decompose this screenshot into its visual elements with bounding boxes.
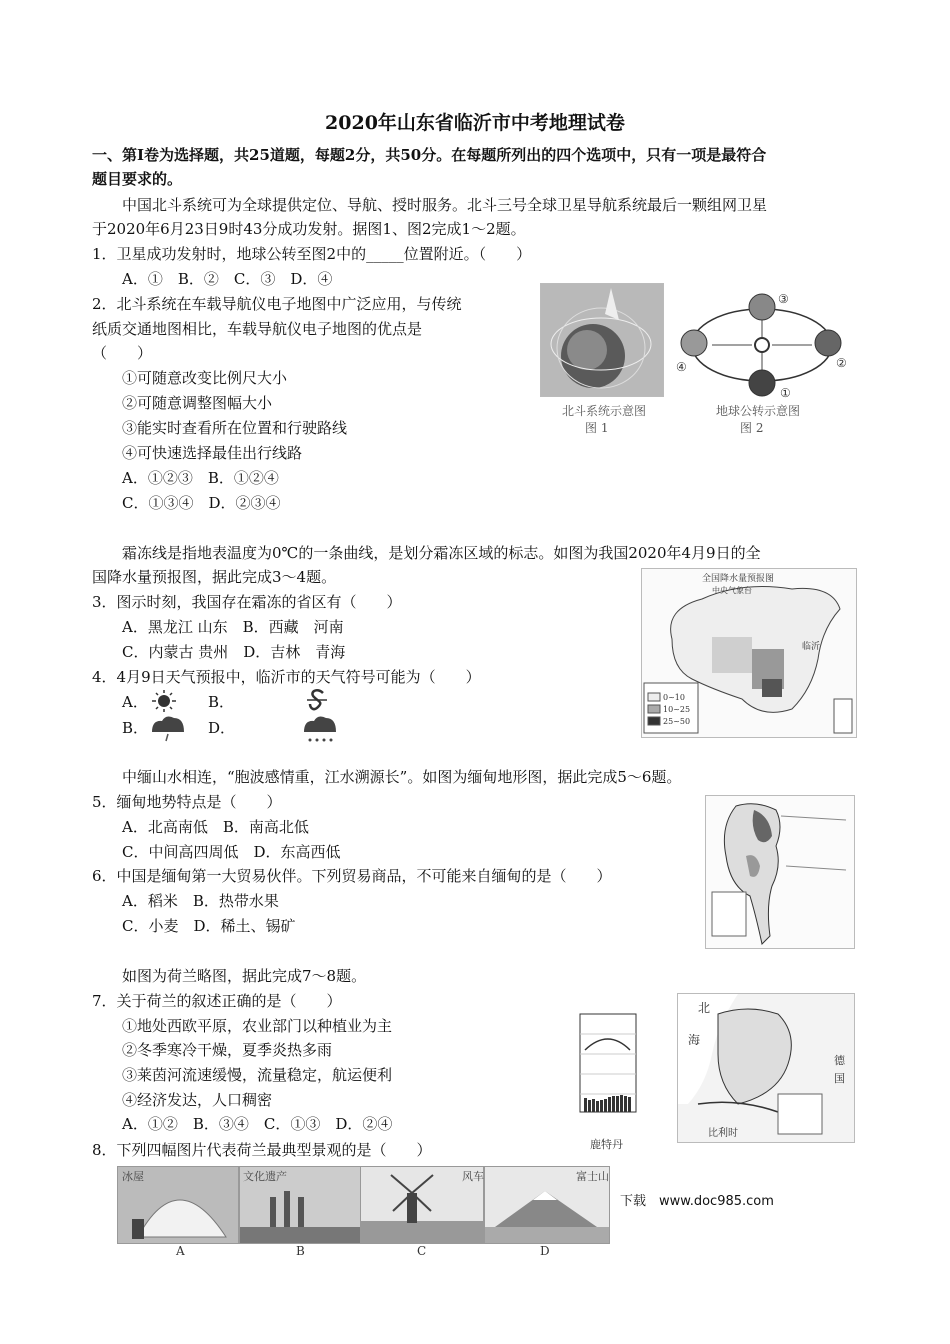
question-2-stem-line1: 2．北斗系统在车载导航仪电子地图中广泛应用，与传统 (92, 295, 462, 313)
beidou-globe-image (541, 284, 663, 396)
question-7-item-4: ④经济发达，人口稠密 (122, 1091, 273, 1109)
myanmar-terrain-map (705, 795, 855, 949)
intro-1-line1: 中国北斗系统可为全球提供定位、导航、授时服务。北斗三号全球卫星导航系统最后一颗组网卫星 (122, 196, 768, 214)
question-2-stem-line3: （ ） (92, 344, 153, 362)
orbit-label-3: ③ (778, 292, 789, 306)
sunny-weather-icon (150, 689, 178, 713)
figure-2-caption: 地球公转示意图 (716, 404, 801, 418)
question-4-stem: 4．4月9日天气预报中，临沂市的天气符号可能为（ ） (92, 668, 481, 686)
orbit-label-1: ① (780, 386, 791, 400)
climate-chart-city: 鹿特丹 (590, 1138, 623, 1151)
legend-range-3: 25~50 (663, 717, 691, 726)
snow-cloud-weather-icon (300, 712, 340, 746)
map-label-north: 北 (698, 1001, 711, 1015)
question-7-item-1: ①地处西欧平原，农业部门以种植业为主 (122, 1017, 393, 1035)
question-7-options: A．①② B．③④ C．①③ D．②④ (122, 1115, 393, 1133)
landscape-d-tag: 富士山 (576, 1170, 609, 1183)
question-3-options-ab: A．黑龙江 山东 B．西藏 河南 (122, 618, 344, 636)
sandstorm-weather-icon (305, 688, 329, 712)
earth-orbit-figure (672, 283, 852, 401)
question-2-item-4: ④可快速选择最佳出行线路 (122, 444, 303, 462)
question-2-options-ab: A．①②③ B．①②④ (122, 469, 279, 487)
map-place-linyi: 临沂 (802, 642, 821, 652)
question-8-stem: 8．下列四幅图片代表荷兰最典型景观的是（ ） (92, 1141, 432, 1159)
question-4-option-d: D． (208, 719, 236, 737)
legend-range-1: 0~10 (663, 693, 685, 702)
figure-2-number: 图 2 (740, 421, 764, 435)
map-label-de: 德 (834, 1054, 845, 1067)
question-7-stem: 7．关于荷兰的叙述正确的是（ ） (92, 992, 342, 1010)
question-5-options-cd: C．中间高四周低 D．东高西低 (122, 843, 341, 861)
legend-range-2: 10~25 (663, 705, 691, 714)
download-watermark[interactable]: 下载 www.doc985.com (620, 1194, 774, 1209)
landscape-letter-b: B (296, 1244, 305, 1258)
question-4-option-a: A． (122, 693, 148, 711)
question-2-item-2: ②可随意调整图幅大小 (122, 394, 273, 412)
page-title: 2020年山东省临沂市中考地理试卷 (325, 112, 625, 134)
intro-4: 如图为荷兰略图，据此完成7～8题。 (122, 967, 367, 985)
china-precipitation-map (641, 568, 857, 738)
rain-cloud-weather-icon (148, 712, 188, 744)
question-7-item-3: ③莱茵河流速缓慢，流量稳定，航运便利 (122, 1066, 393, 1084)
question-5-stem: 5．缅甸地势特点是（ ） (92, 793, 282, 811)
question-6-stem: 6．中国是缅甸第一大贸易伙伴。下列贸易商品，不可能来自缅甸的是（ ） (92, 867, 612, 885)
intro-2-line1: 霜冻线是指地表温度为0℃的一条曲线，是划分霜冻区域的标志。如图为我国2020年4月9日的全 (122, 544, 761, 562)
section-heading-line1: 一、第Ⅰ卷为选择题，共25道题，每题2分，共50分。在每题所列出的四个选项中，只有一项是最符合 (92, 146, 767, 164)
orbit-label-2: ② (836, 356, 847, 370)
question-2-item-1: ①可随意改变比例尺大小 (122, 369, 288, 387)
landscape-b-tag: 文化遗产 (243, 1170, 287, 1183)
section-heading-line2: 题目要求的。 (92, 170, 183, 188)
map-label-sea: 海 (688, 1033, 701, 1047)
map-source: 中央气象台 (712, 586, 752, 595)
rotterdam-climate-chart (558, 1010, 656, 1134)
question-2-stem-line2: 纸质交通地图相比，车载导航仪电子地图的优点是 (92, 320, 423, 338)
landscape-c-tag: 风车 (462, 1170, 484, 1183)
question-4-option-c: B． (122, 719, 149, 737)
map-label-guo: 国 (834, 1072, 845, 1085)
orbit-label-4: ④ (676, 360, 687, 374)
question-2-item-3: ③能实时查看所在位置和行驶路线 (122, 419, 348, 437)
map-label-belgium: 比利时 (708, 1128, 738, 1139)
question-2-options-cd: C．①③④ D．②③④ (122, 494, 281, 512)
figure-1-caption: 北斗系统示意图 (562, 404, 647, 418)
question-7-item-2: ②冬季寒冷干燥，夏季炎热多雨 (122, 1041, 333, 1059)
landscape-letter-c: C (417, 1244, 427, 1258)
landscape-letter-a: A (176, 1244, 185, 1258)
question-4-option-b: B． (208, 693, 235, 711)
question-6-options-ab: A．稻米 B．热带水果 (122, 892, 279, 910)
landscape-letter-d: D (540, 1244, 550, 1258)
question-1-options: A．① B．② C．③ D．④ (122, 270, 333, 288)
beidou-figure (540, 283, 664, 397)
netherlands-sketch-map (677, 993, 855, 1143)
question-3-stem: 3．图示时刻，我国存在霜冻的省区有（ ） (92, 593, 402, 611)
question-1-stem: 1．卫星成功发射时，地球公转至图2中的_____位置附近。（ ） (92, 245, 532, 263)
figure-1-number: 图 1 (585, 421, 609, 435)
intro-3: 中缅山水相连，“胞波感情重，江水溯源长”。如图为缅甸地形图，据此完成5～6题。 (122, 768, 682, 786)
intro-2-line2: 国降水量预报图，据此完成3～4题。 (92, 568, 337, 586)
question-3-options-cd: C．内蒙古 贵州 D．吉林 青海 (122, 643, 346, 661)
intro-1-line2: 于2020年6月23日9时43分成功发射。据图1、图2完成1～2题。 (92, 220, 526, 238)
map-title: 全国降水量预报图 (702, 574, 775, 584)
landscape-a-tag: 冰屋 (122, 1170, 144, 1183)
question-6-options-cd: C．小麦 D．稀土、锡矿 (122, 917, 296, 935)
question-5-options-ab: A．北高南低 B．南高北低 (122, 818, 309, 836)
